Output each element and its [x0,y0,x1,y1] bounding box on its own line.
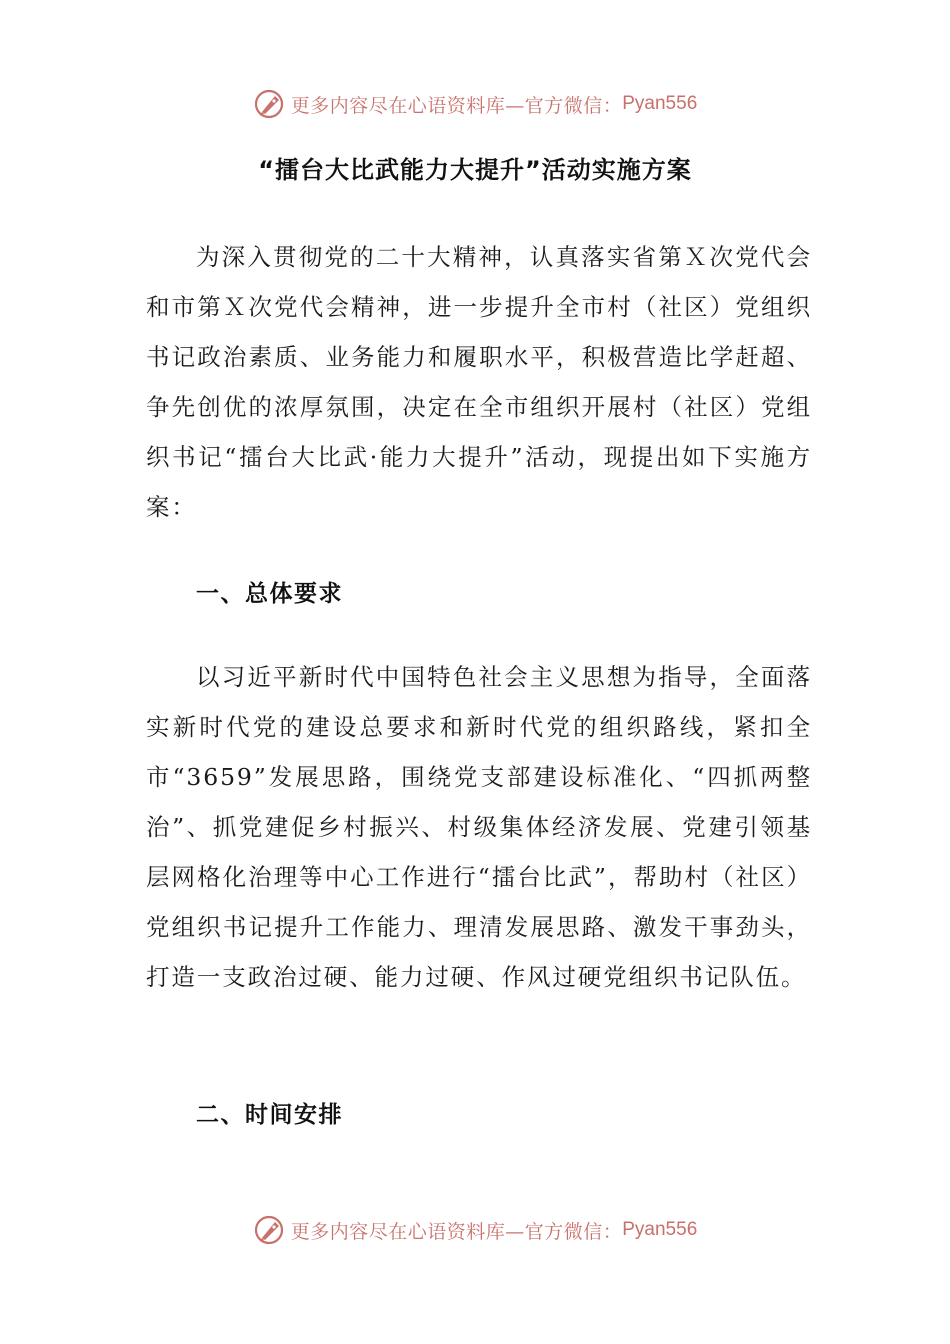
section-heading-overall-requirements: 一、总体要求 [196,581,343,607]
watermark-text: 更多内容尽在心语资料库—官方微信： [290,1220,623,1243]
pen-nib-logo-icon [253,1213,287,1247]
watermark-wechat-id: Pyan556 [622,93,698,114]
watermark-banner-bottom [0,1210,950,1250]
watermark-wechat-id: Pyan556 [622,1219,698,1240]
pen-nib-logo-icon [253,87,287,121]
intro-paragraph: 为深入贯彻党的二十大精神，认真落实省第Ｘ次党代会和市第Ｘ次党代会精神，进一步提升全市村（社区）党组织书记政治素质、业务能力和履职水平，积极营造比学赶超、争先创优的浓厚氛围，决定在全市组织开展村（社区）党组织书记“擂台大比武·能力大提升”活动，现提出如下实施方案： [146,243,812,521]
document-title: “擂台大比武能力大提升”活动实施方案 [258,156,692,184]
watermark-banner-top [0,84,950,124]
section-body-overall-requirements: 以习近平新时代中国特色社会主义思想为指导，全面落实新时代党的建设总要求和新时代党的组织路线，紧扣全市“3659”发展思路，围绕党支部建设标准化、“四抓两整治”、抓党建促乡村振兴、村级集体经济发展、党建引领基层网格化治理等中心工作进行“擂台比武”，帮助村（社区）党组织书记提升工作能力、理清发展思路、激发干事劲头，打造一支政治过硬、能力过硬、作风过硬党组织书记队伍。 [146,663,812,991]
section-heading-schedule: 二、时间安排 [196,1102,343,1128]
watermark-text: 更多内容尽在心语资料库—官方微信： [290,94,623,117]
